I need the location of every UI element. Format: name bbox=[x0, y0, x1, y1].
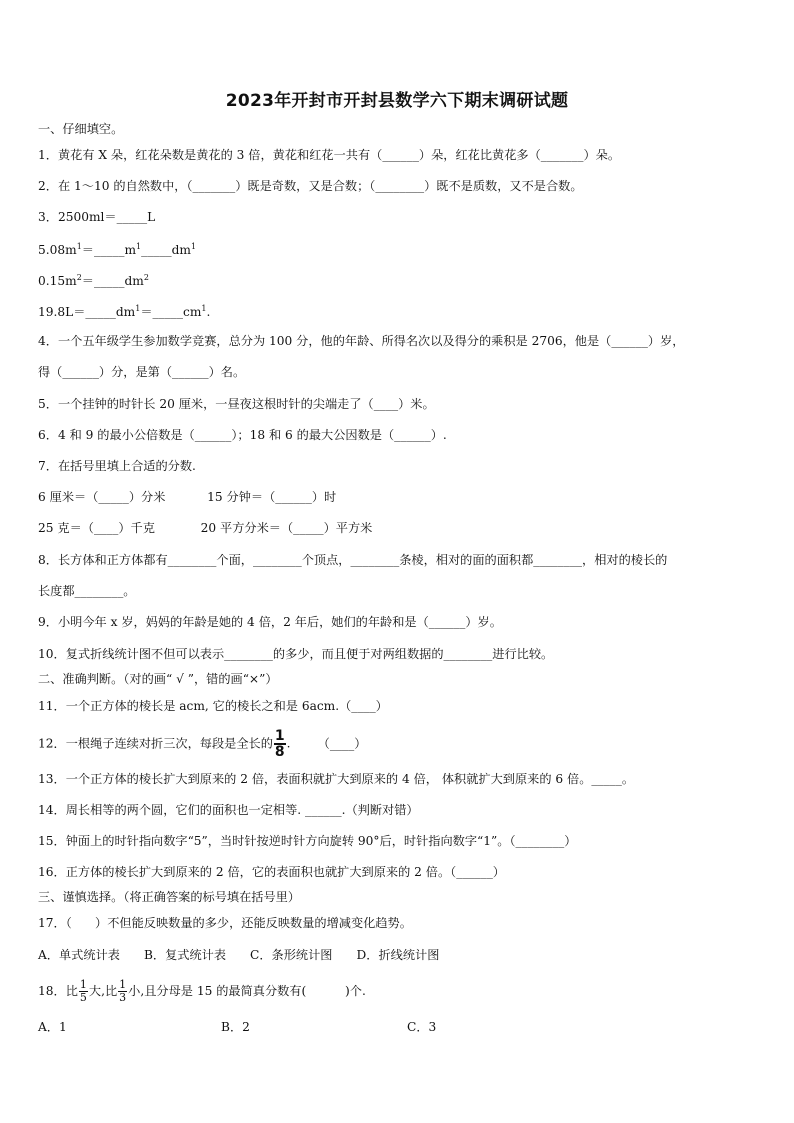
q3d-sup2: 1 bbox=[201, 304, 207, 313]
question-3c bbox=[38, 269, 774, 290]
question-16: 16．正方体的棱长扩大到原来的 2 倍，它的表面积也就扩大到原来的 2 倍。（______） bbox=[38, 865, 505, 879]
q18-f1-numerator: 1 bbox=[79, 978, 87, 991]
q3c-end: ＝_____dm bbox=[81, 274, 144, 289]
question-9: 9．小明今年 x 岁，妈妈的年龄是她的 4 倍，2 年后，她们的年龄和是（______）岁。 bbox=[38, 615, 502, 629]
question-5: 5．一个挂钟的时针长 20 厘米，一昼夜这根时针的尖端走了（____）米。 bbox=[38, 397, 435, 411]
q17-option-a: A．单式统计表 bbox=[38, 948, 120, 962]
q18-text-b: 大,比 bbox=[88, 984, 118, 998]
q18-text-a: 18．比 bbox=[38, 984, 78, 998]
q3b-sup1: 1 bbox=[76, 242, 82, 251]
question-17: 17．（ ）不但能反映数量的多少，还能反映数量的增减变化趋势。 bbox=[38, 916, 412, 930]
q18-f2-denominator: 3 bbox=[119, 991, 127, 1004]
q17-option-d: D．折线统计图 bbox=[356, 948, 440, 962]
q18-option-b: B．2 bbox=[221, 1020, 250, 1034]
q18-f2-numerator: 1 bbox=[119, 978, 127, 991]
question-2: 2．在 1～10 的自然数中，（_______）既是奇数，又是合数；（________）既不是质数，又不是合数。 bbox=[38, 179, 583, 193]
question-18-options bbox=[38, 1018, 774, 1036]
q18-option-c: C．3 bbox=[407, 1020, 437, 1034]
question-6: 6．4 和 9 的最小公倍数是（______）；18 和 6 的最大公因数是（______）. bbox=[38, 428, 447, 442]
q18-option-a: A．1 bbox=[38, 1020, 67, 1034]
q3c-sup1: 2 bbox=[76, 273, 82, 282]
q12-end: . （____） bbox=[286, 736, 367, 751]
q17-option-b: B．复式统计表 bbox=[143, 948, 227, 962]
question-17-options bbox=[38, 946, 774, 964]
q3b-sup2: 1 bbox=[136, 242, 142, 251]
q3d-sup1: 1 bbox=[135, 304, 141, 313]
question-13: 13．一个正方体的棱长扩大到原来的 2 倍，表面积就扩大到原来的 4 倍， 体积就扩大到原来的 6 倍。_____。 bbox=[38, 772, 635, 786]
q12-numerator: 1 bbox=[274, 728, 285, 744]
section-2-heading: 二、准确判断。（对的画“ √ ”，错的画“×”） bbox=[38, 672, 278, 686]
q3c-prefix: 0.15m bbox=[38, 274, 77, 289]
question-7-row2 bbox=[38, 519, 774, 537]
q3b-mid: ＝_____m bbox=[81, 243, 137, 258]
q3c-sup2: 2 bbox=[143, 273, 149, 282]
q18-text-c: 小,且分母是 15 的最简真分数有( )个. bbox=[128, 984, 366, 998]
question-8b: 长度都________。 bbox=[38, 584, 136, 598]
question-7: 7．在括号里填上合适的分数. bbox=[38, 459, 196, 473]
section-1-heading: 一、仔细填空。 bbox=[38, 122, 124, 136]
question-18 bbox=[38, 973, 774, 1009]
q7-item-3: 25 克＝（____）千克 bbox=[38, 521, 155, 535]
question-12 bbox=[38, 729, 774, 759]
q7-item-1: 6 厘米＝（_____）分米 bbox=[38, 490, 166, 504]
fraction-one-fifth bbox=[79, 979, 88, 1004]
question-15: 15．钟面上的时针指向数字“5”，当时针按逆时针方向旋转 90°后，时针指向数字“1”。（________） bbox=[38, 834, 577, 848]
question-10: 10．复式折线统计图不但可以表示________的多少，而且便于对两组数据的________进行比较。 bbox=[38, 647, 554, 661]
q7-item-4: 20 平方分米＝（_____）平方米 bbox=[200, 521, 373, 535]
section-3-heading: 三、谨慎选择。（将正确答案的标号填在括号里） bbox=[38, 890, 301, 904]
fraction-one-third bbox=[118, 979, 127, 1004]
q7-item-2: 15 分钟＝（______）时 bbox=[207, 490, 337, 504]
question-1: 1．黄花有 X 朵，红花朵数是黄花的 3 倍，黄花和红花一共有（______）朵，红花比黄花多（_______）朵。 bbox=[38, 148, 621, 162]
q3d-prefix: 19.8L＝_____dm bbox=[38, 305, 136, 320]
q3b-end: _____dm bbox=[141, 243, 191, 258]
question-11: 11．一个正方体的棱长是 acm, 它的棱长之和是 6acm.（____） bbox=[38, 699, 388, 713]
fraction-one-eighth bbox=[274, 729, 286, 759]
q3b-sup3: 1 bbox=[190, 242, 197, 251]
page-title: 2023年开封市开封县数学六下期末调研试题 bbox=[225, 91, 569, 111]
question-3d bbox=[38, 300, 774, 321]
question-4b: 得（______）分，是第（______）名。 bbox=[38, 365, 246, 379]
q3d-end: . bbox=[206, 305, 211, 320]
question-14: 14．周长相等的两个圆，它们的面积也一定相等. ______.（判断对错） bbox=[38, 803, 419, 817]
question-7-row1 bbox=[38, 488, 774, 506]
q3b-prefix: 5.08m bbox=[38, 243, 77, 258]
question-4a: 4．一个五年级学生参加数学竞赛，总分为 100 分，他的年龄、所得名次以及得分的乘积是 2706，他是（______）岁， bbox=[38, 334, 685, 348]
q12-denominator: 8 bbox=[274, 744, 285, 760]
question-3a: 3．2500ml＝_____L bbox=[38, 210, 156, 224]
question-8a: 8．长方体和正方体都有________个面，________个顶点，________条棱，相对的面的面积都________，相对的棱长的 bbox=[38, 553, 668, 567]
q18-f1-denominator: 5 bbox=[79, 991, 87, 1004]
question-3b bbox=[38, 238, 774, 259]
q17-option-c: C．条形统计图 bbox=[250, 948, 333, 962]
q12-text: 12．一根绳子连续对折三次，每段是全长的 bbox=[38, 736, 273, 751]
q3d-mid: ＝_____cm bbox=[140, 305, 202, 320]
